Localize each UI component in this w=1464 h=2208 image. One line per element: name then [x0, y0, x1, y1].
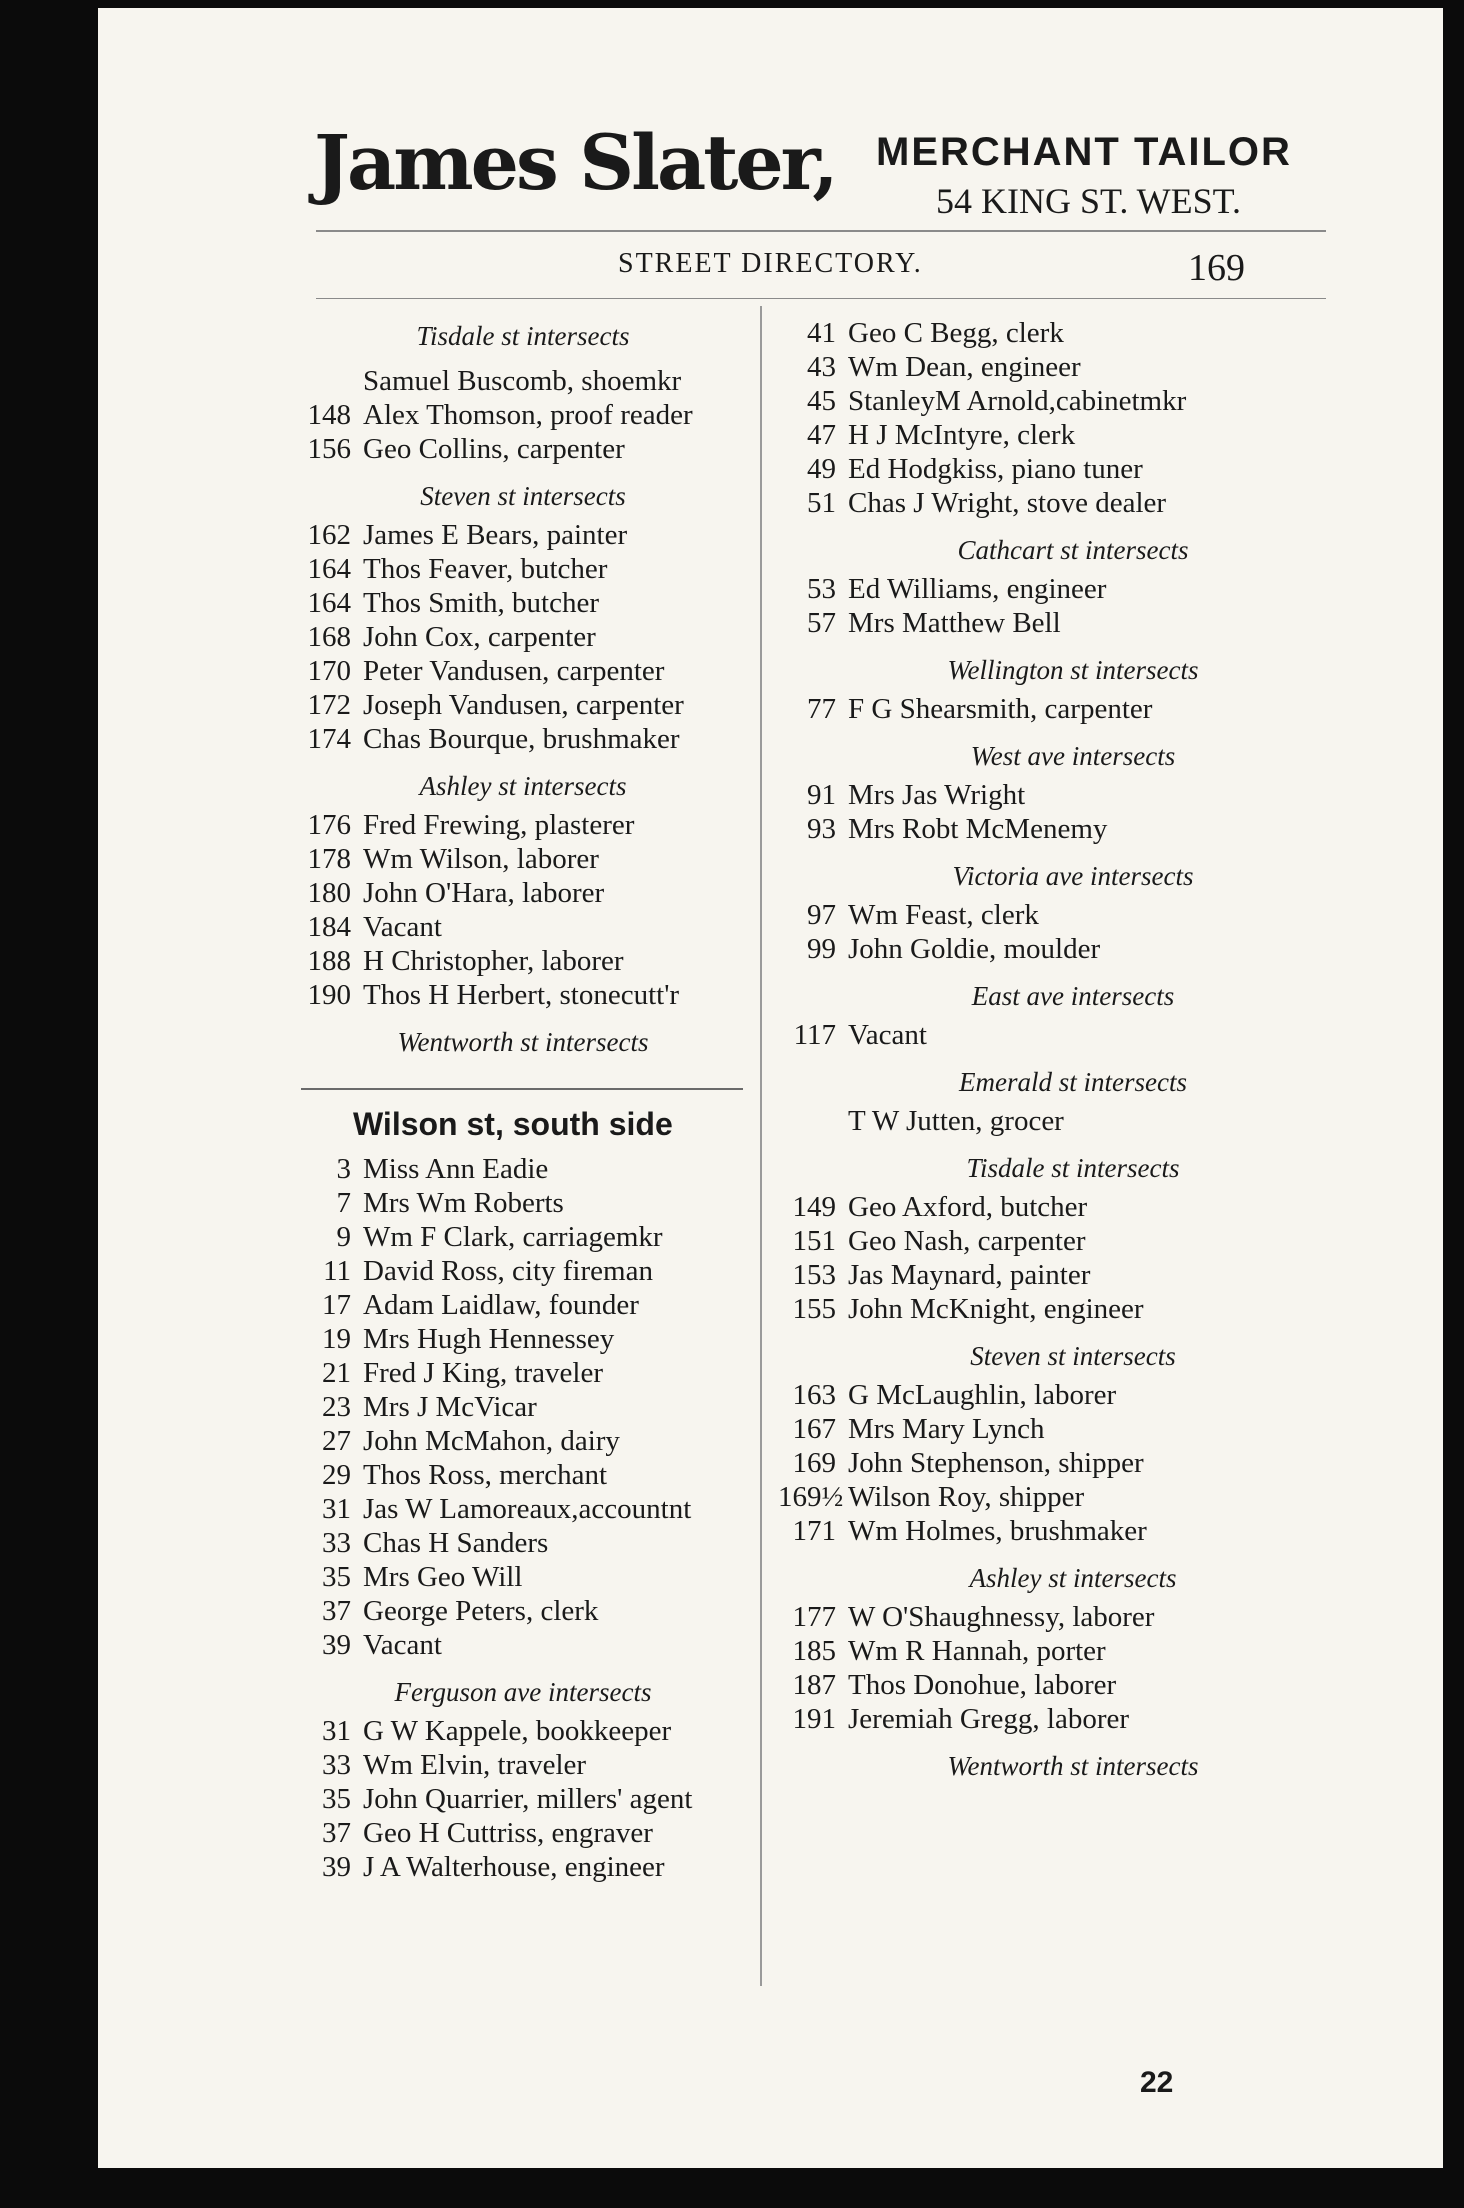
street-divider — [301, 1088, 743, 1090]
directory-entry — [293, 1288, 753, 1322]
street-heading: Wilson st, south side — [353, 1106, 673, 1142]
house-number: 170 — [307, 655, 351, 687]
resident-name: Wm Dean, engineer — [848, 351, 1081, 383]
directory-entry — [293, 620, 753, 654]
resident-name: James E Bears, painter — [363, 519, 628, 551]
intersection-heading: Cathcart st intersects — [957, 535, 1189, 565]
house-number: 151 — [792, 1225, 836, 1257]
directory-entry — [778, 1600, 1368, 1634]
house-number: 23 — [322, 1391, 351, 1423]
house-number: 178 — [307, 843, 351, 875]
house-number: 77 — [807, 693, 836, 725]
house-number: 57 — [807, 607, 836, 639]
house-number: 171 — [792, 1515, 836, 1547]
directory-entry — [778, 1480, 1368, 1514]
resident-name: Mrs J McVicar — [363, 1391, 537, 1423]
house-number: 41 — [807, 317, 836, 349]
column-divider — [760, 306, 762, 1986]
house-number: 162 — [307, 519, 351, 551]
house-number: 51 — [807, 487, 836, 519]
house-number: 180 — [307, 877, 351, 909]
resident-name: Thos Smith, butcher — [363, 587, 600, 619]
right-column — [778, 316, 1368, 1788]
directory-entry — [293, 1628, 753, 1662]
intersection-heading: Ferguson ave intersects — [394, 1677, 652, 1707]
house-number: 3 — [336, 1153, 351, 1185]
resident-name: T W Jutten, grocer — [848, 1105, 1064, 1137]
directory-entry — [778, 932, 1368, 966]
directory-entry — [293, 842, 753, 876]
intersection-heading: East ave intersects — [971, 981, 1175, 1011]
directory-entry — [293, 1816, 753, 1850]
resident-name: Mrs Hugh Hennessey — [363, 1323, 615, 1355]
directory-entry — [778, 452, 1368, 486]
directory-entry — [293, 552, 753, 586]
resident-name: Samuel Buscomb, shoemkr — [363, 365, 682, 397]
left-column — [293, 316, 753, 1884]
resident-name: Mrs Matthew Bell — [848, 607, 1061, 639]
resident-name: Wm R Hannah, porter — [848, 1635, 1106, 1667]
resident-name: Vacant — [363, 911, 442, 943]
directory-entry — [293, 910, 753, 944]
house-number: 155 — [792, 1293, 836, 1325]
intersection-heading: Wentworth st intersects — [947, 1751, 1199, 1781]
house-number: 185 — [792, 1635, 836, 1667]
resident-name: John Cox, carpenter — [363, 621, 596, 653]
house-number: 17 — [322, 1289, 351, 1321]
directory-entry — [293, 1322, 753, 1356]
running-title: STREET DIRECTORY. — [618, 248, 923, 279]
resident-name: Chas H Sanders — [363, 1527, 549, 1559]
directory-entry — [778, 384, 1368, 418]
house-number: 149 — [792, 1191, 836, 1223]
directory-entry — [293, 1424, 753, 1458]
resident-name: StanleyM Arnold,cabinetmkr — [848, 385, 1187, 417]
house-number: 35 — [322, 1561, 351, 1593]
house-number: 39 — [322, 1851, 351, 1883]
house-number: 177 — [792, 1601, 836, 1633]
house-number: 184 — [307, 911, 351, 943]
directory-entry — [293, 688, 753, 722]
directory-entry — [293, 1492, 753, 1526]
directory-entry — [293, 808, 753, 842]
intersection-heading: Emerald st intersects — [959, 1067, 1187, 1097]
house-number: 39 — [322, 1629, 351, 1661]
resident-name: Vacant — [848, 1019, 927, 1051]
house-number: 47 — [807, 419, 836, 451]
directory-entry — [293, 1220, 753, 1254]
directory-entry — [778, 692, 1368, 726]
resident-name: W O'Shaughnessy, laborer — [848, 1601, 1155, 1633]
directory-entry — [778, 1514, 1368, 1548]
house-number: 169½ — [778, 1481, 844, 1513]
intersection-heading: Wentworth st intersects — [397, 1027, 649, 1057]
house-number: 190 — [307, 979, 351, 1011]
resident-name: Wm Elvin, traveler — [363, 1749, 587, 1781]
directory-entry — [293, 1850, 753, 1884]
resident-name: Joseph Vandusen, carpenter — [363, 689, 684, 721]
resident-name: Jas Maynard, painter — [848, 1259, 1091, 1291]
resident-name: Wm F Clark, carriagemkr — [363, 1221, 663, 1253]
signature-mark: 22 — [1140, 2066, 1174, 2099]
directory-entry — [778, 1104, 1368, 1138]
resident-name: Peter Vandusen, carpenter — [363, 655, 665, 687]
resident-name: Fred Frewing, plasterer — [363, 809, 635, 841]
advertisement-header — [314, 118, 1374, 228]
intersection-heading: Tisdale st intersects — [966, 1153, 1180, 1183]
title-rule — [316, 298, 1326, 299]
house-number: 35 — [322, 1783, 351, 1815]
directory-entry — [293, 432, 753, 466]
house-number: 37 — [322, 1817, 351, 1849]
intersection-heading: West ave intersects — [970, 741, 1176, 771]
house-number: 164 — [307, 587, 351, 619]
directory-entry — [293, 364, 753, 398]
directory-entry — [778, 1190, 1368, 1224]
house-number: 49 — [807, 453, 836, 485]
resident-name: H J McIntyre, clerk — [848, 419, 1076, 451]
resident-name: Geo Collins, carpenter — [363, 433, 625, 465]
house-number: 168 — [307, 621, 351, 653]
house-number: 97 — [807, 899, 836, 931]
intersection-heading: Steven st intersects — [420, 481, 626, 511]
house-number: 9 — [336, 1221, 351, 1253]
resident-name: John McMahon, dairy — [363, 1425, 620, 1457]
house-number: 53 — [807, 573, 836, 605]
house-number: 7 — [336, 1187, 351, 1219]
directory-entry — [293, 722, 753, 756]
house-number: 187 — [792, 1669, 836, 1701]
resident-name: G W Kappele, bookkeeper — [363, 1715, 672, 1747]
directory-entry — [778, 1412, 1368, 1446]
resident-name: H Christopher, laborer — [363, 945, 624, 977]
resident-name: Chas Bourque, brushmaker — [363, 723, 680, 755]
house-number: 153 — [792, 1259, 836, 1291]
resident-name: Thos Ross, merchant — [363, 1459, 608, 1491]
directory-entry — [778, 1378, 1368, 1412]
resident-name: Vacant — [363, 1629, 442, 1661]
directory-entry — [293, 398, 753, 432]
resident-name: G McLaughlin, laborer — [848, 1379, 1117, 1411]
resident-name: F G Shearsmith, carpenter — [848, 693, 1153, 725]
directory-entry — [778, 1634, 1368, 1668]
house-number: 156 — [307, 433, 351, 465]
advertiser-address: 54 KING ST. WEST. — [936, 181, 1241, 221]
house-number: 31 — [322, 1715, 351, 1747]
resident-name: Geo H Cuttriss, engraver — [363, 1817, 653, 1849]
resident-name: Thos Donohue, laborer — [848, 1669, 1117, 1701]
resident-name: Adam Laidlaw, founder — [363, 1289, 639, 1321]
resident-name: Fred J King, traveler — [363, 1357, 603, 1389]
resident-name: Mrs Robt McMenemy — [848, 813, 1108, 845]
directory-entry — [293, 1390, 753, 1424]
directory-entry — [293, 978, 753, 1012]
house-number: 167 — [792, 1413, 836, 1445]
house-number: 169 — [792, 1447, 836, 1479]
directory-entry — [778, 572, 1368, 606]
resident-name: J A Walterhouse, engineer — [363, 1851, 665, 1883]
intersection-heading: Tisdale st intersects — [416, 321, 630, 351]
directory-entry — [778, 1292, 1368, 1326]
advertiser-name: James Slater, — [314, 118, 836, 207]
resident-name: John O'Hara, laborer — [363, 877, 605, 909]
house-number: 43 — [807, 351, 836, 383]
directory-entry — [778, 486, 1368, 520]
directory-entry — [293, 1782, 753, 1816]
intersection-heading: Victoria ave intersects — [952, 861, 1194, 891]
directory-entry — [293, 944, 753, 978]
directory-entry — [778, 1018, 1368, 1052]
resident-name: Wm Wilson, laborer — [363, 843, 599, 875]
directory-entry — [293, 586, 753, 620]
directory-entry — [778, 1224, 1368, 1258]
intersection-heading: Wellington st intersects — [947, 655, 1199, 685]
resident-name: Geo Nash, carpenter — [848, 1225, 1086, 1257]
house-number: 11 — [323, 1255, 351, 1287]
house-number: 21 — [322, 1357, 351, 1389]
house-number: 33 — [322, 1527, 351, 1559]
house-number: 29 — [322, 1459, 351, 1491]
resident-name: Ed Williams, engineer — [848, 573, 1107, 605]
resident-name: Mrs Geo Will — [363, 1561, 523, 1593]
resident-name: Wilson Roy, shipper — [848, 1481, 1085, 1513]
resident-name: Jas W Lamoreaux,accountnt — [363, 1493, 692, 1525]
directory-entry — [778, 1702, 1368, 1736]
resident-name: John McKnight, engineer — [848, 1293, 1144, 1325]
intersection-heading: Steven st intersects — [970, 1341, 1176, 1371]
resident-name: Mrs Mary Lynch — [848, 1413, 1045, 1445]
directory-entry — [778, 1446, 1368, 1480]
resident-name: Ed Hodgkiss, piano tuner — [848, 453, 1143, 485]
directory-entry — [293, 1560, 753, 1594]
resident-name: Chas J Wright, stove dealer — [848, 487, 1167, 519]
directory-entry — [293, 876, 753, 910]
directory-entry — [293, 1254, 753, 1288]
resident-name: Alex Thomson, proof reader — [363, 399, 693, 431]
resident-name: Miss Ann Eadie — [363, 1153, 549, 1185]
resident-name: George Peters, clerk — [363, 1595, 599, 1627]
directory-entry — [293, 1356, 753, 1390]
house-number: 91 — [807, 779, 836, 811]
house-number: 93 — [807, 813, 836, 845]
directory-entry — [293, 1594, 753, 1628]
advertiser-tagline: MERCHANT TAILOR — [876, 130, 1292, 174]
directory-entry — [293, 1458, 753, 1492]
directory-entry — [778, 350, 1368, 384]
house-number: 164 — [307, 553, 351, 585]
resident-name: Mrs Wm Roberts — [363, 1187, 564, 1219]
directory-entry — [778, 898, 1368, 932]
header-rule — [316, 230, 1326, 232]
house-number: 188 — [307, 945, 351, 977]
resident-name: John Goldie, moulder — [848, 933, 1101, 965]
resident-name: Geo Axford, butcher — [848, 1191, 1088, 1223]
house-number: 33 — [322, 1749, 351, 1781]
house-number: 45 — [807, 385, 836, 417]
house-number: 176 — [307, 809, 351, 841]
resident-name: Geo C Begg, clerk — [848, 317, 1064, 349]
house-number: 37 — [322, 1595, 351, 1627]
intersection-heading: Ashley st intersects — [419, 771, 627, 801]
resident-name: David Ross, city fireman — [363, 1255, 653, 1287]
page-number: 169 — [1188, 247, 1245, 289]
resident-name: Mrs Jas Wright — [848, 779, 1026, 811]
house-number: 191 — [792, 1703, 836, 1735]
resident-name: John Quarrier, millers' agent — [363, 1783, 693, 1815]
resident-name: Thos Feaver, butcher — [363, 553, 608, 585]
directory-entry — [778, 316, 1368, 350]
resident-name: Wm Holmes, brushmaker — [848, 1515, 1147, 1547]
directory-entry — [293, 518, 753, 552]
resident-name: Wm Feast, clerk — [848, 899, 1039, 931]
house-number: 27 — [322, 1425, 351, 1457]
house-number: 174 — [307, 723, 351, 755]
intersection-heading: Ashley st intersects — [969, 1563, 1177, 1593]
house-number: 172 — [307, 689, 351, 721]
resident-name: John Stephenson, shipper — [848, 1447, 1144, 1479]
directory-entry — [778, 418, 1368, 452]
resident-name: Thos H Herbert, stonecutt'r — [363, 979, 680, 1011]
directory-entry — [293, 1748, 753, 1782]
directory-entry — [293, 1186, 753, 1220]
house-number: 148 — [307, 399, 351, 431]
directory-entry — [778, 606, 1368, 640]
directory-entry — [293, 654, 753, 688]
directory-page — [98, 8, 1443, 2168]
house-number: 163 — [792, 1379, 836, 1411]
directory-entry — [778, 778, 1368, 812]
house-number: 31 — [322, 1493, 351, 1525]
directory-entry — [293, 1526, 753, 1560]
directory-entry — [778, 1668, 1368, 1702]
house-number: 19 — [322, 1323, 351, 1355]
directory-entry — [778, 812, 1368, 846]
house-number: 99 — [807, 933, 836, 965]
resident-name: Jeremiah Gregg, laborer — [848, 1703, 1130, 1735]
directory-entry — [778, 1258, 1368, 1292]
directory-entry — [293, 1152, 753, 1186]
house-number: 117 — [793, 1019, 836, 1051]
directory-entry — [293, 1714, 753, 1748]
